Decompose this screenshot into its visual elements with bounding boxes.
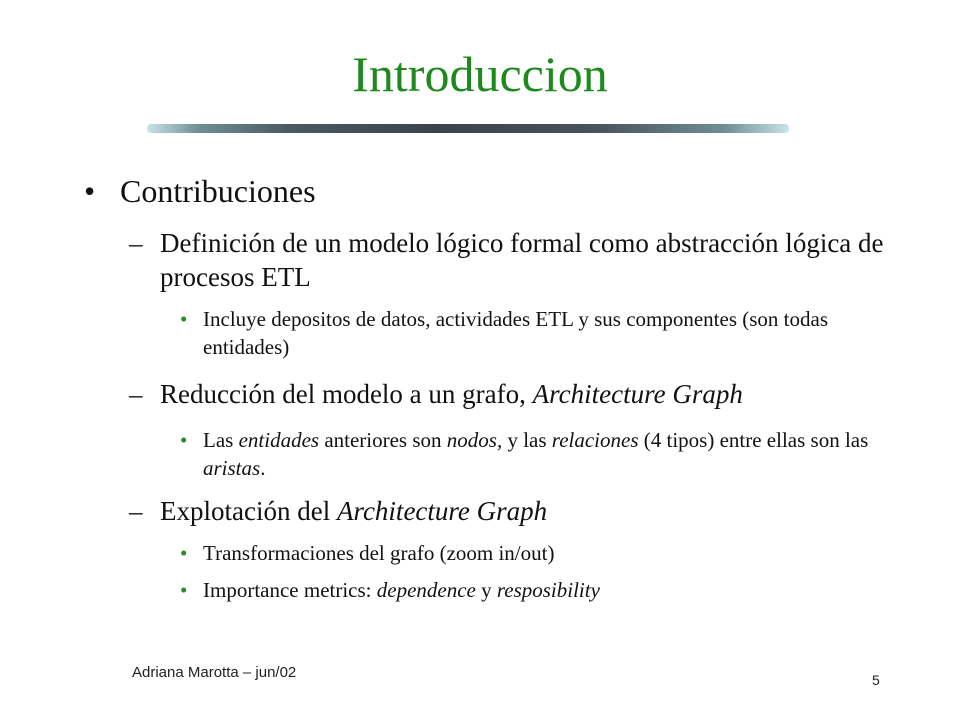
subitem-reduccion bbox=[129, 377, 909, 411]
text-run: Importance metrics: bbox=[203, 578, 377, 602]
footer-author-date: Adriana Marotta – jun/02 bbox=[132, 664, 297, 681]
text-run: , y las bbox=[496, 428, 552, 452]
dash-icon: – bbox=[129, 228, 143, 258]
text-run: y bbox=[475, 578, 497, 602]
subitem-text-plain: Reducción del modelo a un grafo, bbox=[160, 379, 533, 409]
bullet-icon: • bbox=[180, 428, 188, 452]
text-run-italic: aristas bbox=[203, 456, 261, 480]
subitem-text: Definición de un modelo lógico formal como abstracción lógica de procesos ETL bbox=[160, 228, 884, 292]
text-run-italic: entidades bbox=[238, 428, 320, 452]
subsubitem-las-entidades bbox=[180, 426, 880, 482]
bullet-text: Contribuciones bbox=[120, 173, 316, 209]
slide-title: Introduccion bbox=[352, 46, 608, 102]
bullet-icon: • bbox=[180, 307, 188, 331]
subitem-text-italic: Architecture Graph bbox=[336, 496, 548, 526]
text-run: Las bbox=[203, 428, 239, 452]
subsubitem-text: Transformaciones del grafo (zoom in/out) bbox=[203, 541, 555, 565]
footer-page-number: 5 bbox=[872, 672, 880, 688]
subitem-text bbox=[160, 377, 909, 411]
text-run-italic: nodos bbox=[446, 428, 497, 452]
text-run: (4 tipos) entre ellas son las bbox=[638, 428, 869, 452]
dash-icon: – bbox=[129, 379, 143, 409]
text-run: anteriores son bbox=[319, 428, 447, 452]
subsubitem-text bbox=[203, 576, 880, 604]
title-divider bbox=[147, 124, 789, 133]
bullet-icon: • bbox=[180, 541, 188, 565]
subitem-definicion bbox=[129, 226, 909, 294]
text-run-italic: dependence bbox=[376, 578, 476, 602]
subsubitem-text bbox=[203, 426, 880, 482]
subsubitem-transformaciones bbox=[180, 539, 880, 567]
subsubitem-importance bbox=[180, 576, 880, 604]
subsubitem-text: Incluye depositos de datos, actividades ETL y sus componentes (son todas entidades) bbox=[203, 307, 829, 359]
subitem-text bbox=[160, 494, 909, 528]
text-run-italic: resposibility bbox=[496, 578, 600, 602]
bullet-icon: • bbox=[180, 578, 188, 602]
dash-icon: – bbox=[129, 496, 143, 526]
subsubitem-incluye bbox=[180, 305, 880, 361]
text-run: . bbox=[260, 456, 266, 480]
subitem-text-italic: Architecture Graph bbox=[532, 379, 743, 409]
text-run-italic: relaciones bbox=[551, 428, 639, 452]
bullet-icon: • bbox=[84, 173, 96, 209]
subitem-text-plain: Explotación del bbox=[160, 496, 337, 526]
subitem-explotacion bbox=[129, 494, 909, 528]
